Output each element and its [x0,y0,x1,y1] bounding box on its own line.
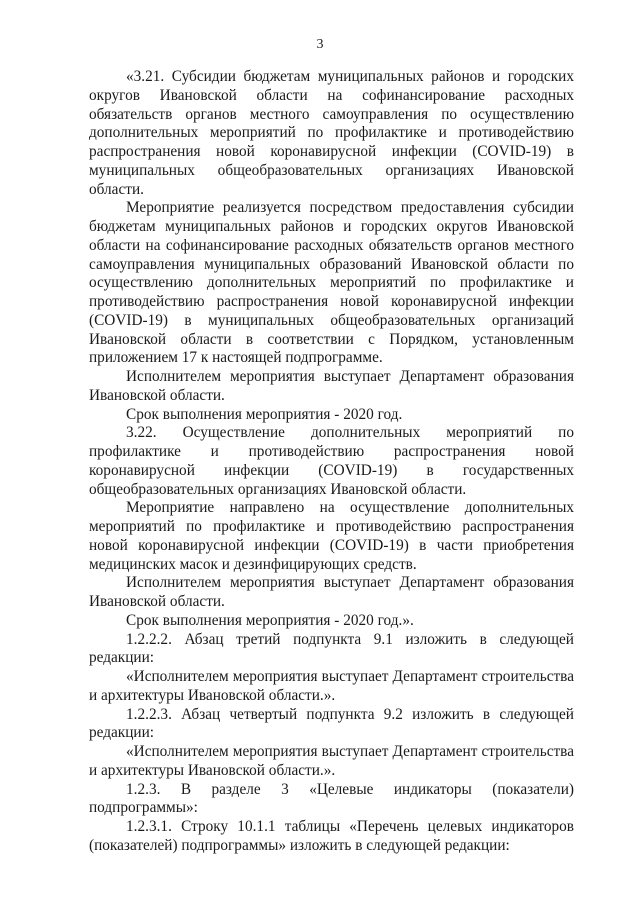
paragraph-3-22-executor: Исполнителем мероприятия выступает Департамент образования Ивановской области. [89,574,574,610]
paragraph-1-2-2-3: 1.2.2.3. Абзац четвертый подпункта 9.2 изложить в следующей редакции: [89,705,574,742]
paragraph-1-2-3-1: 1.2.3.1. Строку 10.1.1 таблицы «Перечень целевых индикаторов (показателей) подпрограммы» изложить в следующей редакции: [89,818,574,854]
paragraph-3-21-title: «3.21. Субсидии бюджетам муниципальных районов и городских округов Ивановской области на софинансирование расходных обязательств органов местного самоуправления по осуществлению дополнительных мероприятий по профилактике и противодействию распространения новой коронавирусной инфекции (COVID-19) в муниципальных общеобразовательных организациях Ивановской области. [89,68,574,198]
paragraph-3-21-deadline: Срок выполнения мероприятия - 2020 год. [126,405,403,423]
paragraph-3-22-description: Мероприятие направлено на осуществление дополнительных мероприятий по профилактике и противодействию распространения новой коронавирусной инфекции (COVID-19) в части приобретения медицинских масок и дезинфицирующих средств. [89,499,574,573]
paragraph-3-22-title: 3.22. Осуществление дополнительных мероприятий по профилактике и противодействию распространения новой коронавирусной инфекции (COVID-19) в государственных общеобразовательных организациях Ивановской области. [89,424,574,498]
paragraph-3-21-description: Мероприятие реализуется посредством предоставления субсидии бюджетам муниципальных районов и городских округов Ивановской области на софинансирование расходных обязательств органов местного самоуправления муниципальных образований Ивановской области по осуществлению дополнительных мероприятий по профилактике и противодействию распространения новой коронавирусной инфекции (COVID-19) в муниципальных общеобразовательных организаций Ивановской области в соответствии с Порядком, установленным приложением 17 к настоящей подпрограмме. [89,199,574,367]
paragraph-1-2-2-2: 1.2.2.2. Абзац третий подпункта 9.1 изложить в следующей редакции: [89,630,574,667]
paragraph-1-2-2-2-quote: «Исполнителем мероприятия выступает Департамент строительства и архитектуры Ивановской области.». [89,668,574,704]
paragraph-1-2-3: 1.2.3. В разделе 3 «Целевые индикаторы (показатели) подпрограммы»: [89,780,574,817]
page-number: 3 [316,37,324,52]
document-body [89,68,574,856]
paragraph-1-2-2-3-quote: «Исполнителем мероприятия выступает Департамент строительства и архитектуры Ивановской области.». [89,743,574,779]
paragraph-3-21-executor: Исполнителем мероприятия выступает Департамент образования Ивановской области. [89,368,574,404]
paragraph-3-22-deadline: Срок выполнения мероприятия - 2020 год.». [126,611,414,629]
